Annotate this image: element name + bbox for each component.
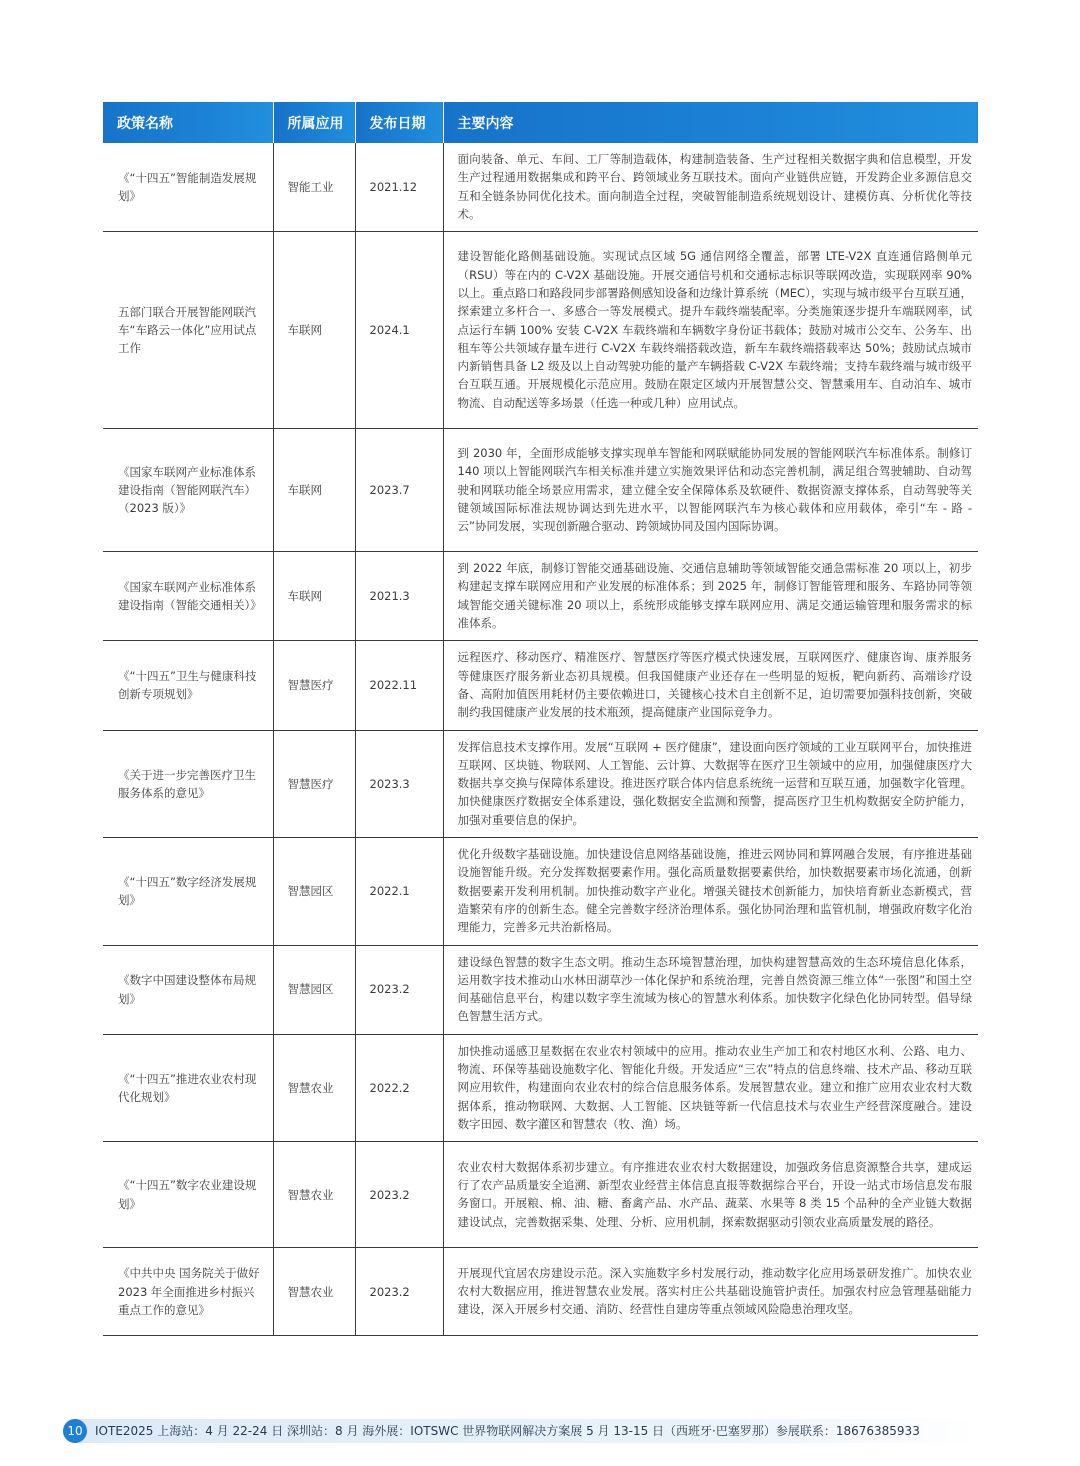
policy-name-cell: 五部门联合开展智能网联汽车“车路云一体化”应用试点工作	[103, 232, 273, 429]
application-cell: 车联网	[273, 232, 355, 429]
application-cell: 智慧农业	[273, 1034, 355, 1141]
date-cell: 2021.12	[355, 143, 443, 232]
table-header	[103, 102, 978, 143]
date-cell: 2022.1	[355, 838, 443, 945]
application-cell: 智能工业	[273, 143, 355, 232]
policy-name-cell: 《国家车联网产业标准体系建设指南（智能交通相关）》	[103, 552, 273, 641]
table-row	[103, 730, 978, 837]
policy-name-cell: 《“十四五”数字经济发展规划》	[103, 838, 273, 945]
content-cell: 建设绿色智慧的数字生态文明。推动生态环境智慧治理，加快构建智慧高效的生态环境信息化体系，运用数字技术推动山水林田湖草沙一体化保护和系统治理，完善自然资源三维立体“一张图”和国土空间基础信息平台，构建以数字孪生流域为核心的智慧水利体系。加快数字化绿色化协同转型。倡导绿色智慧生活方式。	[443, 945, 978, 1034]
content-cell: 农业农村大数据体系初步建立。有序推进农业农村大数据建设，加强政务信息资源整合共享，建成运行了农产品质量安全追溯、新型农业经营主体信息直报等数据综合平台，开设一站式市场信息发布服务窗口。开展粮、棉、油、糖、畜禽产品、水产品、蔬菜、水果等 8 类 15 个品种的全产业链大数据建设试点，完善数据采集、处理、分析、应用机制，探索数据驱动引领农业高质量发展的路径。	[443, 1142, 978, 1248]
content-cell: 到 2030 年，全面形成能够支撑实现单车智能和网联赋能协同发展的智能网联汽车标准体系。制修订 140 项以上智能网联汽车相关标准并建立实施效果评估和动态完善机制，满足组合驾驶辅助、自动驾驶和网联功能全场景应用需求，建立健全安全保障体系及软硬件、数据资源支撑体系，自动驾驶等关键领域国际标准法规协调达到先进水平，以智能网联汽车为核心载体和应用载体，牵引“车 - 路 - 云”协同发展，实现创新融合驱动、跨领域协同及国内国际协调。	[443, 429, 978, 552]
table-row	[103, 641, 978, 730]
application-cell: 车联网	[273, 429, 355, 552]
table-row	[103, 552, 978, 641]
application-cell: 智慧园区	[273, 945, 355, 1034]
policy-name-cell: 《中共中央 国务院关于做好 2023 年全面推进乡村振兴重点工作的意见》	[103, 1248, 273, 1336]
table-body	[103, 143, 978, 1336]
content-cell: 加快推动遥感卫星数据在农业农村领域中的应用。推动农业生产加工和农村地区水利、公路、电力、物流、环保等基础设施数字化、智能化升级。开发适应“三农”特点的信息终端、技术产品、移动互联网应用软件，构建面向农业农村的综合信息服务体系。发展智慧农业。建立和推广应用农业农村大数据体系，推动物联网、大数据、人工智能、区块链等新一代信息技术与农业生产经营深度融合。建设数字田园、数字灌区和智慧农（牧、渔）场。	[443, 1034, 978, 1141]
policy-name-cell: 《“十四五”推进农业农村现代化规划》	[103, 1034, 273, 1141]
date-cell: 2024.1	[355, 232, 443, 429]
application-cell: 智慧农业	[273, 1142, 355, 1248]
policy-table-container	[103, 102, 978, 1336]
date-cell: 2022.11	[355, 641, 443, 730]
policy-name-cell: 《“十四五”智能制造发展规划》	[103, 143, 273, 232]
table-row	[103, 838, 978, 945]
table-row	[103, 143, 978, 232]
application-cell: 车联网	[273, 552, 355, 641]
policy-table	[103, 102, 978, 1336]
date-cell: 2023.3	[355, 730, 443, 837]
policy-name-cell: 《国家车联网产业标准体系建设指南（智能网联汽车）（2023 版）》	[103, 429, 273, 552]
table-row	[103, 232, 978, 429]
date-cell: 2021.3	[355, 552, 443, 641]
content-cell: 优化升级数字基础设施。加快建设信息网络基础设施，推进云网协同和算网融合发展，有序推进基础设施智能升级。充分发挥数据要素作用。强化高质量数据要素供给，加快数据要素市场化流通，创新数据要素开发利用机制。加快推动数字产业化。增强关键技术创新能力，加快培育新业态新模式，营造繁荣有序的创新生态。健全完善数字经济治理体系。强化协同治理和监管机制，增强政府数字化治理能力，完善多元共治新格局。	[443, 838, 978, 945]
header-main-content: 主要内容	[443, 102, 978, 143]
table-row	[103, 945, 978, 1034]
content-cell: 到 2022 年底，制修订智能交通基础设施、交通信息辅助等领域智能交通急需标准 20 项以上，初步构建起支撑车联网应用和产业发展的标准体系；到 2025 年，制修订智能管理和服务、车路协同等领域智能交通关键标准 20 项以上，系统形成能够支撑车联网应用、满足交通运输管理和服务需求的标准体系。	[443, 552, 978, 641]
header-release-date: 发布日期	[355, 102, 443, 143]
application-cell: 智慧医疗	[273, 641, 355, 730]
application-cell: 智慧医疗	[273, 730, 355, 837]
date-cell: 2023.2	[355, 945, 443, 1034]
content-cell: 建设智能化路侧基础设施。实现试点区域 5G 通信网络全覆盖，部署 LTE-V2X 直连通信路侧单元（RSU）等在内的 C-V2X 基础设施。开展交通信号机和交通标志标识等联网改造，实现联网率 90% 以上。重点路口和路段同步部署路侧感知设备和边缘计算系统（MEC），实现与城市级平台互联互通，探索建立多杆合一、多感合一等发展模式。提升车载终端装配率。分类施策逐步提升车端联网率，试点运行车辆 100% 安装 C-V2X 车载终端和车辆数字身份证书载体；鼓励对城市公交车、公务车、出租车等公共领域存量车进行 C-V2X 车载终端搭载改造，新车车载终端搭载率达 50%；鼓励试点城市内新销售具备 L2 级及以上自动驾驶功能的量产车辆搭载 C-V2X 车载终端；支持车载终端与城市级平台互联互通。开展规模化示范应用。鼓励在限定区域内开展智慧公交、智慧乘用车、自动泊车、城市物流、自动配送等多场景（任选一种或几种）应用试点。	[443, 232, 978, 429]
policy-name-cell: 《“十四五”数字农业建设规划》	[103, 1142, 273, 1248]
page-number-badge: 10	[63, 1419, 87, 1443]
table-row	[103, 1034, 978, 1141]
application-cell: 智慧园区	[273, 838, 355, 945]
date-cell: 2023.2	[355, 1142, 443, 1248]
footer-exhibition-info: IOTE2025 上海站：4 月 22-24 日 深圳站：8 月 海外展：IOTSWC 世界物联网解决方案展 5 月 13-15 日（西班牙·巴塞罗那）参展联系：18676385933	[95, 1424, 920, 1438]
application-cell: 智慧农业	[273, 1248, 355, 1336]
content-cell: 发挥信息技术支撑作用。发展“互联网 + 医疗健康”，建设面向医疗领域的工业互联网平台，加快推进互联网、区块链、物联网、人工智能、云计算、大数据等在医疗卫生领域中的应用，加强健康医疗大数据共享交换与保障体系建设。推进医疗联合体内信息系统统一运营和互联互通，加强数字化管理。加快健康医疗数据安全体系建设，强化数据安全监测和预警，提高医疗卫生机构数据安全防护能力，加强对重要信息的保护。	[443, 730, 978, 837]
page-footer	[63, 1419, 978, 1443]
date-cell: 2023.7	[355, 429, 443, 552]
header-row	[103, 102, 978, 143]
date-cell: 2022.2	[355, 1034, 443, 1141]
content-cell: 开展现代宜居农房建设示范。深入实施数字乡村发展行动，推动数字化应用场景研发推广。加快农业农村大数据应用，推进智慧农业发展。落实村庄公共基础设施管护责任。加强农村应急管理基础能力建设，深入开展乡村交通、消防、经营性自建房等重点领域风险隐患治理攻坚。	[443, 1248, 978, 1336]
content-cell: 远程医疗、移动医疗、精准医疗、智慧医疗等医疗模式快速发展，互联网医疗、健康咨询、康养服务等健康医疗服务新业态初具规模。但我国健康产业还存在一些明显的短板，靶向新药、高端诊疗设备、高附加值医用耗材仍主要依赖进口，关键核心技术自主创新不足，迫切需要加强科技创新，突破制约我国健康产业发展的技术瓶颈，提高健康产业国际竞争力。	[443, 641, 978, 730]
content-cell: 面向装备、单元、车间、工厂等制造载体，构建制造装备、生产过程相关数据字典和信息模型，开发生产过程通用数据集成和跨平台、跨领域业务互联技术。面向产业链供应链，开发跨企业多源信息交互和全链条协同优化技术。面向制造全过程，突破智能制造系统规划设计、建模仿真、分析优化等技术。	[443, 143, 978, 232]
table-row	[103, 1248, 978, 1336]
policy-name-cell: 《数字中国建设整体布局规划》	[103, 945, 273, 1034]
policy-name-cell: 《关于进一步完善医疗卫生服务体系的意见》	[103, 730, 273, 837]
header-policy-name: 政策名称	[103, 102, 273, 143]
table-row	[103, 1142, 978, 1248]
table-row	[103, 429, 978, 552]
date-cell: 2023.2	[355, 1248, 443, 1336]
policy-name-cell: 《“十四五”卫生与健康科技创新专项规划》	[103, 641, 273, 730]
header-application: 所属应用	[273, 102, 355, 143]
